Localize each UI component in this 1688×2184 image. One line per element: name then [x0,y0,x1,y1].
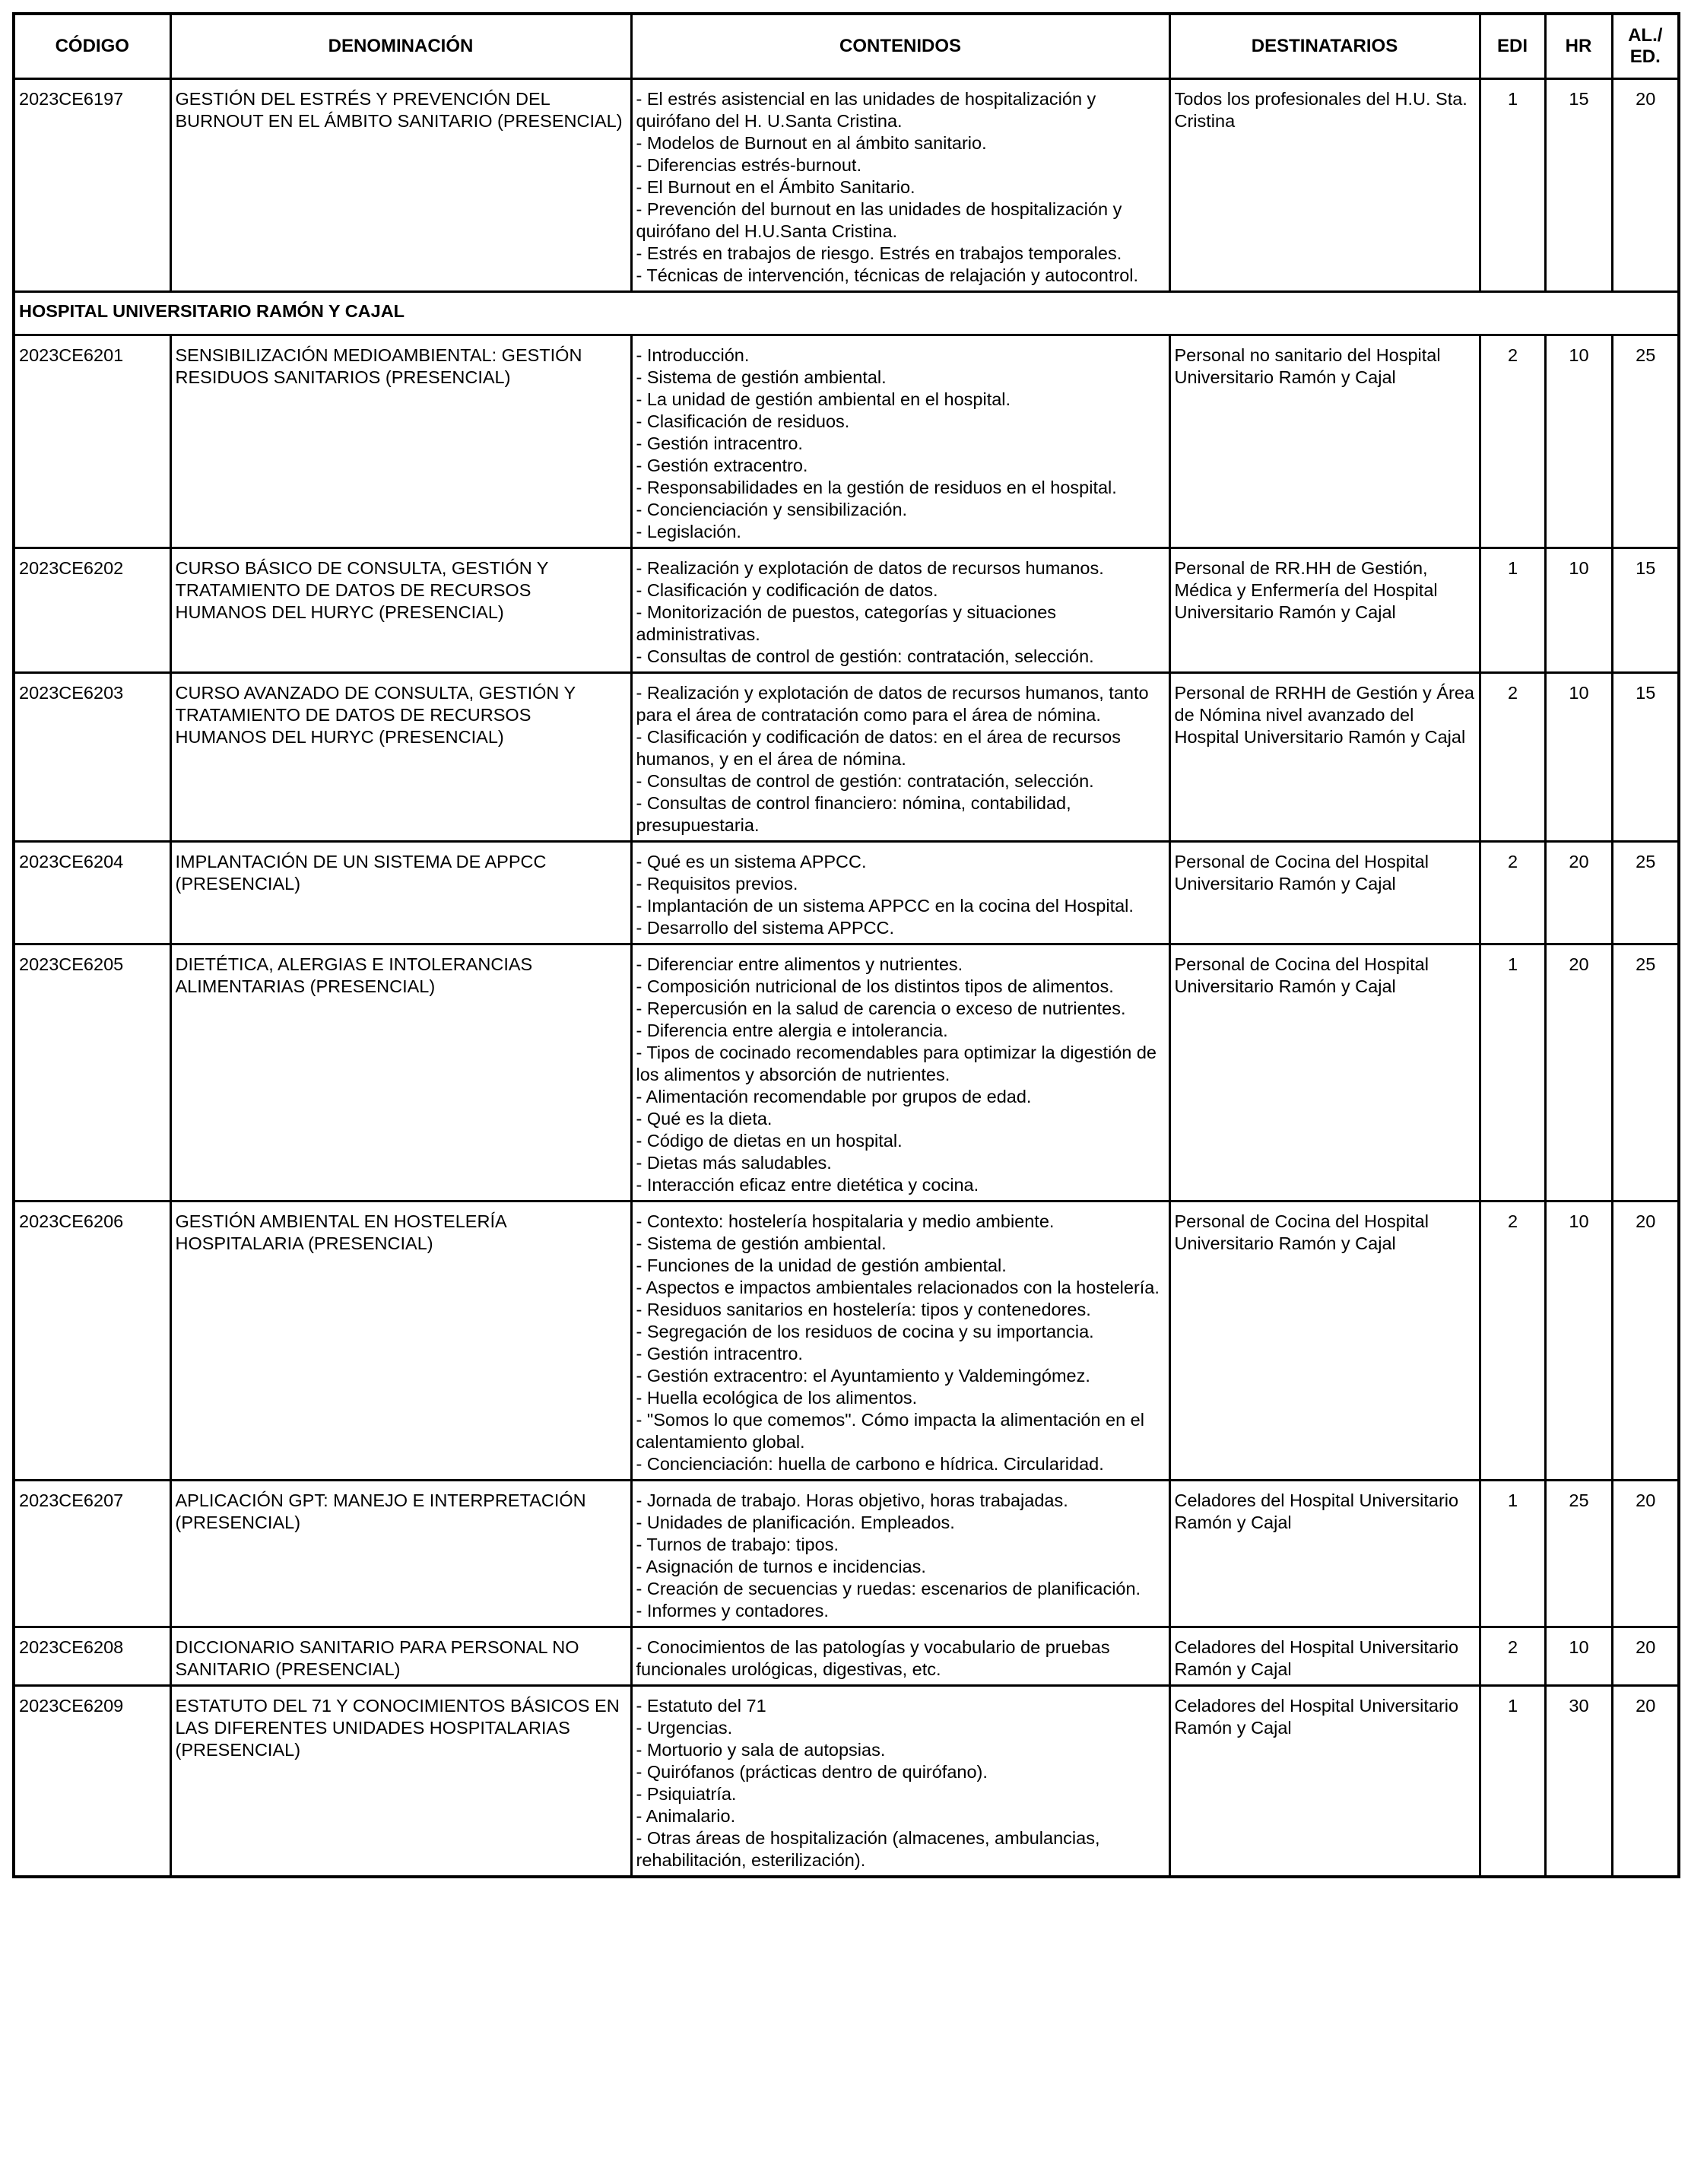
cell-edi: 2 [1480,673,1545,842]
cell-hr: 25 [1545,1481,1612,1627]
contenido-item: - Gestión extracentro. [636,456,808,475]
contenido-item: - Quirófanos (prácticas dentro de quirófano). [636,1762,988,1782]
cell-contenidos [631,842,1169,944]
cell-denominacion: ESTATUTO DEL 71 Y CONOCIMIENTOS BÁSICOS EN LAS DIFERENTES UNIDADES HOSPITALARIAS (PRESENCIAL) [170,1686,631,1878]
contenido-item: - Responsabilidades en la gestión de residuos en el hospital. [636,478,1117,497]
cell-contenidos [631,944,1169,1202]
contenido-item: - Jornada de trabajo. Horas objetivo, horas trabajadas. [636,1490,1068,1510]
cell-codigo: 2023CE6205 [14,944,170,1202]
header-denominacion: DENOMINACIÓN [170,14,631,79]
table-row [14,944,1679,1202]
cell-edi: 1 [1480,79,1545,292]
cell-contenidos [631,1686,1169,1878]
cell-edi: 1 [1480,1481,1545,1627]
contenido-item: - Clasificación de residuos. [636,411,850,431]
cell-edi: 2 [1480,335,1545,548]
contenido-item: - Consultas de control de gestión: contratación, selección. [636,646,1094,666]
cell-codigo: 2023CE6206 [14,1202,170,1481]
contenido-item: - Gestión intracentro. [636,1344,803,1363]
contenido-item: - Urgencias. [636,1718,733,1738]
contenido-item: - "Somos lo que comemos". Cómo impacta la alimentación en el calentamiento global. [636,1410,1144,1452]
header-hr: HR [1545,14,1612,79]
contenido-item: - Concienciación y sensibilización. [636,500,908,519]
contenido-item: - Desarrollo del sistema APPCC. [636,918,895,938]
contenido-item: - Implantación de un sistema APPCC en la cocina del Hospital. [636,896,1134,916]
header-al-ed: AL./ ED. [1612,14,1679,79]
contenido-item: - Legislación. [636,522,741,541]
cell-contenidos [631,335,1169,548]
contenido-item: - Estatuto del 71 [636,1696,766,1716]
table-row [14,1202,1679,1481]
contenido-item: - Huella ecológica de los alimentos. [636,1388,918,1408]
contenido-item: - Unidades de planificación. Empleados. [636,1513,955,1532]
cell-hr: 20 [1545,944,1612,1202]
cell-edi: 1 [1480,944,1545,1202]
cell-al-ed: 20 [1612,1627,1679,1686]
contenido-item: - Funciones de la unidad de gestión ambiental. [636,1255,1007,1275]
cell-destinatarios: Todos los profesionales del H.U. Sta. Cristina [1169,79,1480,292]
courses-table [12,12,1680,1878]
contenido-item: - La unidad de gestión ambiental en el hospital. [636,389,1011,409]
cell-denominacion: APLICACIÓN GPT: MANEJO E INTERPRETACIÓN (PRESENCIAL) [170,1481,631,1627]
cell-destinatarios: Celadores del Hospital Universitario Ramón y Cajal [1169,1627,1480,1686]
contenido-item: - Interacción eficaz entre dietética y cocina. [636,1175,979,1195]
table-row [14,842,1679,944]
cell-denominacion: DICCIONARIO SANITARIO PARA PERSONAL NO SANITARIO (PRESENCIAL) [170,1627,631,1686]
cell-al-ed: 25 [1612,842,1679,944]
cell-al-ed: 25 [1612,944,1679,1202]
contenido-item: - Qué es la dieta. [636,1109,773,1129]
cell-edi: 1 [1480,548,1545,673]
cell-al-ed: 15 [1612,673,1679,842]
cell-codigo: 2023CE6202 [14,548,170,673]
table-row [14,335,1679,548]
contenido-item: - Gestión extracentro: el Ayuntamiento y Valdemingómez. [636,1366,1090,1386]
contenido-item: - Introducción. [636,345,750,365]
contenido-item: - El Burnout en el Ámbito Sanitario. [636,177,915,197]
table-row [14,1686,1679,1878]
contenido-item: - Monitorización de puestos, categorías y situaciones administrativas. [636,602,1057,644]
contenido-item: - Diferencias estrés-burnout. [636,155,861,175]
cell-destinatarios: Personal de Cocina del Hospital Universitario Ramón y Cajal [1169,944,1480,1202]
contenido-item: - Técnicas de intervención, técnicas de relajación y autocontrol. [636,265,1139,285]
contenido-item: - El estrés asistencial en las unidades de hospitalización y quirófano del H. U.Santa Cristina. [636,89,1096,131]
cell-al-ed: 20 [1612,1481,1679,1627]
cell-denominacion: GESTIÓN DEL ESTRÉS Y PREVENCIÓN DEL BURNOUT EN EL ÁMBITO SANITARIO (PRESENCIAL) [170,79,631,292]
table-row [14,548,1679,673]
cell-hr: 15 [1545,79,1612,292]
header-contenidos: CONTENIDOS [631,14,1169,79]
cell-al-ed: 20 [1612,79,1679,292]
contenido-item: - Psiquiatría. [636,1784,737,1804]
cell-al-ed: 15 [1612,548,1679,673]
contenido-item: - Sistema de gestión ambiental. [636,1233,887,1253]
cell-destinatarios: Personal de RRHH de Gestión y Área de Nómina nivel avanzado del Hospital Universitario Ramón y Cajal [1169,673,1480,842]
contenido-item: - Prevención del burnout en las unidades de hospitalización y quirófano del H.U.Santa Cristina. [636,199,1122,241]
cell-codigo: 2023CE6201 [14,335,170,548]
cell-hr: 10 [1545,548,1612,673]
cell-contenidos [631,1481,1169,1627]
contenido-item: - Mortuorio y sala de autopsias. [636,1740,886,1760]
section-title: HOSPITAL UNIVERSITARIO RAMÓN Y CAJAL [14,292,1679,335]
cell-destinatarios: Personal de Cocina del Hospital Universitario Ramón y Cajal [1169,842,1480,944]
contenido-item: - Diferencia entre alergia e intolerancia. [636,1021,948,1040]
table-row [14,79,1679,292]
contenido-item: - Requisitos previos. [636,874,798,894]
header-codigo: CÓDIGO [14,14,170,79]
contenido-item: - Composición nutricional de los distintos tipos de alimentos. [636,976,1114,996]
contenido-item: - Realización y explotación de datos de recursos humanos, tanto para el área de contratación como para el área de nómina. [636,683,1149,725]
cell-edi: 2 [1480,842,1545,944]
cell-hr: 10 [1545,1202,1612,1481]
contenido-item: - Conocimientos de las patologías y vocabulario de pruebas funcionales urológicas, digestivas, etc. [636,1637,1110,1679]
cell-contenidos [631,1627,1169,1686]
cell-edi: 2 [1480,1627,1545,1686]
cell-hr: 10 [1545,1627,1612,1686]
table-row [14,1627,1679,1686]
cell-denominacion: IMPLANTACIÓN DE UN SISTEMA DE APPCC (PRESENCIAL) [170,842,631,944]
header-edi: EDI [1480,14,1545,79]
contenido-item: - Animalario. [636,1806,736,1826]
contenido-item: - Clasificación y codificación de datos: en el área de recursos humanos, y en el área de nómina. [636,727,1121,769]
cell-contenidos [631,673,1169,842]
cell-edi: 2 [1480,1202,1545,1481]
cell-codigo: 2023CE6204 [14,842,170,944]
cell-denominacion: CURSO BÁSICO DE CONSULTA, GESTIÓN Y TRATAMIENTO DE DATOS DE RECURSOS HUMANOS DEL HURYC (PRESENCIAL) [170,548,631,673]
section-row [14,292,1679,335]
contenido-item: - Estrés en trabajos de riesgo. Estrés en trabajos temporales. [636,243,1122,263]
contenido-item: - Asignación de turnos e incidencias. [636,1557,926,1576]
cell-destinatarios: Personal no sanitario del Hospital Universitario Ramón y Cajal [1169,335,1480,548]
cell-contenidos [631,79,1169,292]
cell-hr: 10 [1545,673,1612,842]
contenido-item: - Aspectos e impactos ambientales relacionados con la hostelería. [636,1278,1160,1297]
contenido-item: - Creación de secuencias y ruedas: escenarios de planificación. [636,1579,1141,1598]
cell-hr: 10 [1545,335,1612,548]
cell-al-ed: 25 [1612,335,1679,548]
contenido-item: - Segregación de los residuos de cocina y su importancia. [636,1322,1094,1341]
cell-codigo: 2023CE6203 [14,673,170,842]
header-row [14,14,1679,79]
contenido-item: - Residuos sanitarios en hostelería: tipos y contenedores. [636,1300,1091,1319]
table-row [14,1481,1679,1627]
cell-denominacion: SENSIBILIZACIÓN MEDIOAMBIENTAL: GESTIÓN RESIDUOS SANITARIOS (PRESENCIAL) [170,335,631,548]
contenido-item: - Gestión intracentro. [636,433,803,453]
contenido-item: - Alimentación recomendable por grupos de edad. [636,1087,1032,1106]
cell-contenidos [631,1202,1169,1481]
header-destinatarios: DESTINATARIOS [1169,14,1480,79]
contenido-item: - Concienciación: huella de carbono e hídrica. Circularidad. [636,1454,1104,1474]
contenido-item: - Sistema de gestión ambiental. [636,367,887,387]
contenido-item: - Otras áreas de hospitalización (almacenes, ambulancias, rehabilitación, esterilización). [636,1828,1100,1870]
cell-denominacion: GESTIÓN AMBIENTAL EN HOSTELERÍA HOSPITALARIA (PRESENCIAL) [170,1202,631,1481]
contenido-item: - Qué es un sistema APPCC. [636,852,867,871]
cell-destinatarios: Celadores del Hospital Universitario Ramón y Cajal [1169,1686,1480,1878]
cell-denominacion: DIETÉTICA, ALERGIAS E INTOLERANCIAS ALIMENTARIAS (PRESENCIAL) [170,944,631,1202]
contenido-item: - Tipos de cocinado recomendables para optimizar la digestión de los alimentos y absorción de nutrientes. [636,1043,1157,1084]
cell-al-ed: 20 [1612,1686,1679,1878]
contenido-item: - Clasificación y codificación de datos. [636,580,938,600]
cell-destinatarios: Personal de Cocina del Hospital Universitario Ramón y Cajal [1169,1202,1480,1481]
cell-destinatarios: Celadores del Hospital Universitario Ramón y Cajal [1169,1481,1480,1627]
contenido-item: - Contexto: hostelería hospitalaria y medio ambiente. [636,1211,1055,1231]
cell-hr: 20 [1545,842,1612,944]
cell-hr: 30 [1545,1686,1612,1878]
table-row [14,673,1679,842]
cell-codigo: 2023CE6208 [14,1627,170,1686]
contenido-item: - Diferenciar entre alimentos y nutrientes. [636,954,963,974]
contenido-item: - Turnos de trabajo: tipos. [636,1535,839,1554]
cell-contenidos [631,548,1169,673]
contenido-item: - Consultas de control de gestión: contratación, selección. [636,771,1094,791]
cell-codigo: 2023CE6197 [14,79,170,292]
contenido-item: - Código de dietas en un hospital. [636,1131,903,1151]
table-body [14,79,1679,1878]
contenido-item: - Consultas de control financiero: nómina, contabilidad, presupuestaria. [636,793,1071,835]
contenido-item: - Dietas más saludables. [636,1153,832,1173]
cell-edi: 1 [1480,1686,1545,1878]
contenido-item: - Repercusión en la salud de carencia o exceso de nutrientes. [636,998,1126,1018]
contenido-item: - Realización y explotación de datos de recursos humanos. [636,558,1104,578]
contenido-item: - Informes y contadores. [636,1601,829,1621]
cell-destinatarios: Personal de RR.HH de Gestión, Médica y Enfermería del Hospital Universitario Ramón y Cajal [1169,548,1480,673]
cell-al-ed: 20 [1612,1202,1679,1481]
cell-codigo: 2023CE6209 [14,1686,170,1878]
contenido-item: - Modelos de Burnout en al ámbito sanitario. [636,133,987,153]
cell-codigo: 2023CE6207 [14,1481,170,1627]
cell-denominacion: CURSO AVANZADO DE CONSULTA, GESTIÓN Y TRATAMIENTO DE DATOS DE RECURSOS HUMANOS DEL HURYC (PRESENCIAL) [170,673,631,842]
